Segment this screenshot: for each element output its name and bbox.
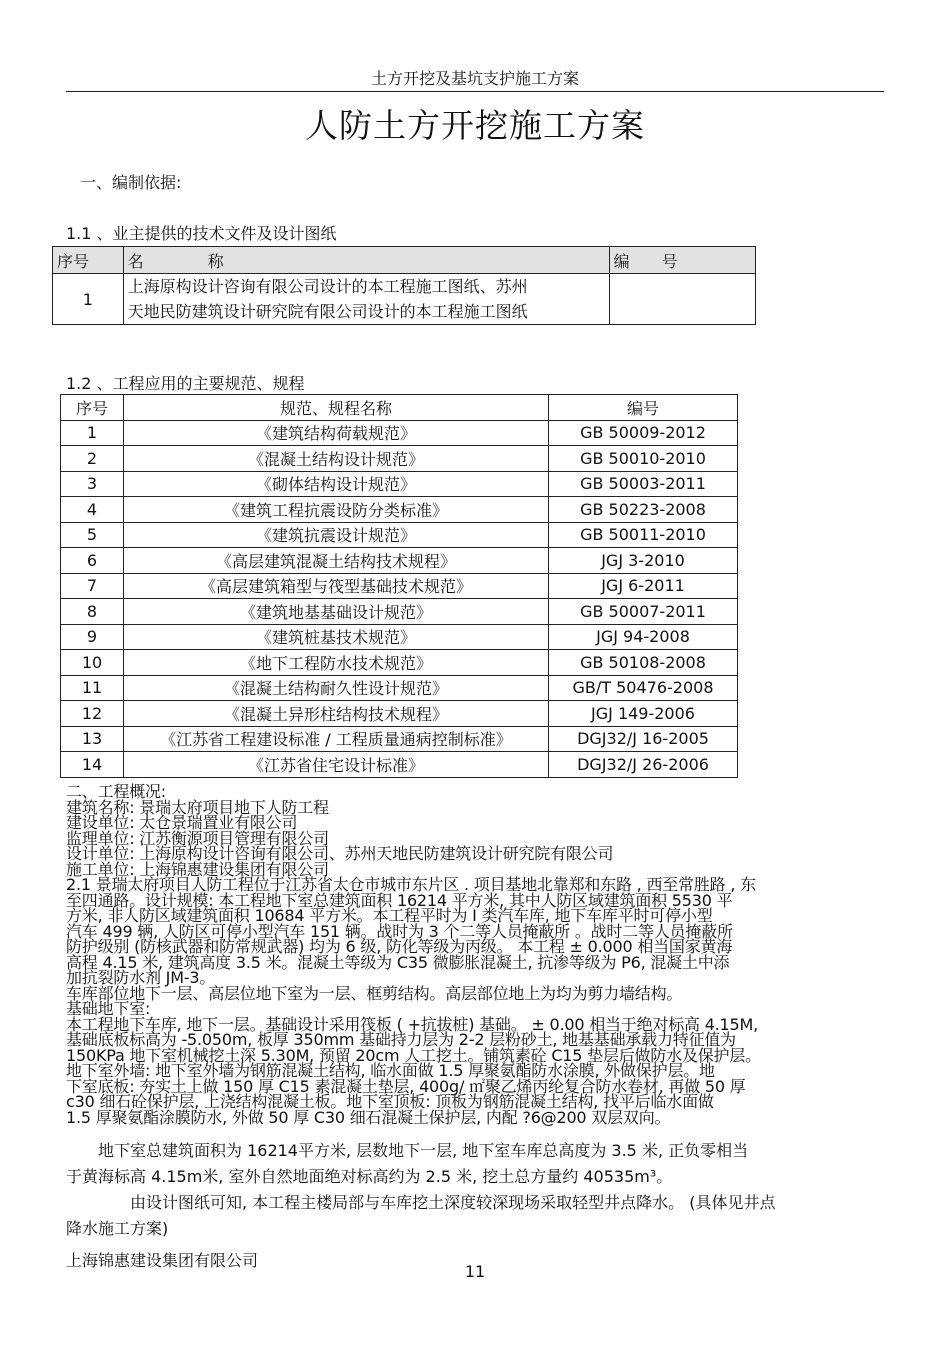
running-header: 土方开挖及基坑支护施工方案 xyxy=(370,69,579,88)
overview-line: 二、工程概况: xyxy=(66,782,166,801)
document-title: 人防土方开挖施工方案 xyxy=(305,106,645,145)
row-code: GB 50108-2008 xyxy=(549,650,738,676)
table-row xyxy=(61,573,738,599)
area-line-1: 地下室总建筑面积为 16214平方米, 层数地下一层, 地下室车库总高度为 3.5 米, 正负零相当 xyxy=(66,1141,749,1160)
row-code: GB 50010-2010 xyxy=(549,446,738,472)
overview-line: 地下室外墙: 地下室外墙为钢筋混凝土结构, 临水面做 1.5 厚聚氨酯防水涂膜, 外做保护层。地 xyxy=(66,1061,715,1080)
row-code: DGJ32/J 26-2006 xyxy=(549,752,738,778)
row-no: 10 xyxy=(61,650,124,676)
row-code: DGJ32/J 16-2005 xyxy=(549,726,738,752)
table-row xyxy=(53,274,756,325)
col-header-code: 编 号 xyxy=(609,247,755,274)
table-row xyxy=(61,726,738,752)
row-no: 1 xyxy=(53,274,124,325)
footer-company: 上海锦惠建设集团有限公司 xyxy=(66,1251,259,1270)
row-name: 《混凝土异形柱结构技术规程》 xyxy=(124,701,549,727)
row-no: 4 xyxy=(61,497,124,523)
area-line-2: 于黄海标高 4.15m米, 室外自然地面绝对标高约为 2.5 米, 挖土总方量约 40535m³。 xyxy=(66,1167,673,1186)
table-row xyxy=(61,446,738,472)
overview-line: 监理单位: 江苏衡源项目管理有限公司 xyxy=(66,828,329,848)
row-name: 《江苏省住宅设计标准》 xyxy=(124,752,549,778)
row-code: GB 50009-2012 xyxy=(549,420,738,446)
overview-line: 1.5 厚聚氨酯涂膜防水, 外做 50 厚 C30 细石混凝土保护层, 内配 ?6@200 双层双向。 xyxy=(66,1107,671,1127)
row-no: 12 xyxy=(61,701,124,727)
col-header-no: 序号 xyxy=(53,247,124,274)
row-name-line2: 天地民防建筑设计研究院有限公司设计的本工程施工图纸 xyxy=(127,302,528,321)
overview-line: 高程 4.15 米, 建筑高度 3.5 米。混凝土等级为 C35 微膨胀混凝土, 抗渗等级为 P6, 混凝土中添 xyxy=(66,952,730,972)
col-header-code: 编号 xyxy=(549,395,738,421)
row-no: 8 xyxy=(61,599,124,625)
row-code: JGJ 149-2006 xyxy=(549,701,738,727)
row-name: 《高层建筑混凝土结构技术规程》 xyxy=(124,548,549,574)
row-no: 2 xyxy=(61,446,124,472)
row-no: 3 xyxy=(61,471,124,497)
row-name: 《高层建筑箱型与筏型基础技术规范》 xyxy=(124,573,549,599)
area-paragraph xyxy=(66,1138,884,1242)
row-code: GB 50011-2010 xyxy=(549,522,738,548)
overview-line: 设计单位: 上海原构设计咨询有限公司、苏州天地民防建筑设计研究院有限公司 xyxy=(66,844,614,863)
row-name: 《建筑桩基技术规范》 xyxy=(124,624,549,650)
header-rule xyxy=(66,91,884,92)
row-name: 《地下工程防水技术规范》 xyxy=(124,650,549,676)
table-row xyxy=(61,420,738,446)
overview-line: 建筑名称: 景瑞太府项目地下人防工程 xyxy=(66,797,329,817)
row-no: 5 xyxy=(61,522,124,548)
row-name: 《建筑结构荷载规范》 xyxy=(124,420,549,446)
row-name: 《混凝土结构设计规范》 xyxy=(124,446,549,472)
table-header-row xyxy=(61,395,738,421)
row-name: 《建筑工程抗震设防分类标准》 xyxy=(124,497,549,523)
page-number: 11 xyxy=(464,1262,486,1281)
row-code: JGJ 3-2010 xyxy=(549,548,738,574)
table-row xyxy=(61,548,738,574)
row-no: 9 xyxy=(61,624,124,650)
design-documents-table xyxy=(52,246,756,325)
row-name xyxy=(123,274,609,325)
overview-line: 施工单位: 上海锦惠建设集团有限公司 xyxy=(66,859,329,879)
row-code: JGJ 94-2008 xyxy=(549,624,738,650)
row-name: 《建筑地基基础设计规范》 xyxy=(124,599,549,625)
dewater-line-2: 降水施工方案) xyxy=(66,1219,169,1238)
overview-line: 汽车 499 辆, 人防区可停小型汽车 151 辆。战时为 3 个二等人员掩蔽所 。战时二等人员掩蔽所 xyxy=(66,921,733,941)
row-name: 《建筑抗震设计规范》 xyxy=(124,522,549,548)
project-overview xyxy=(66,784,884,1125)
col-header-no: 序号 xyxy=(61,395,124,421)
row-name: 《砌体结构设计规范》 xyxy=(124,471,549,497)
overview-line: 方米, 非人防区域建筑面积 10684 平方米。本工程平时为 I 类汽车库, 地下车库平时可停小型 xyxy=(66,906,713,925)
table-row xyxy=(61,701,738,727)
table-row xyxy=(61,675,738,701)
col-header-name: 规范、规程名称 xyxy=(124,395,549,421)
table-header-row xyxy=(53,247,756,274)
overview-line: 基础底板标高为 -5.050m, 板厚 350mm 基础持力层为 2-2 层粉砂土, 地基基础承载力特征值为 xyxy=(66,1030,736,1049)
overview-line: 基础地下室: xyxy=(66,999,151,1018)
row-code: GB 50223-2008 xyxy=(549,497,738,523)
table-row xyxy=(61,497,738,523)
overview-line: 150KPa 地下室机械挖土深 5.30M, 预留 20cm 人工挖土。铺筑素砼 C15 垫层后做防水及保护层。 xyxy=(66,1045,761,1065)
row-code: GB 50003-2011 xyxy=(549,471,738,497)
row-no: 13 xyxy=(61,726,124,752)
section-1-1-heading: 1.1 、业主提供的技术文件及设计图纸 xyxy=(66,224,337,243)
overview-line: c30 细石砼保护层, 上浇结构混凝土板。地下室顶板: 顶板为钢筋混凝土结构, 找平后临水面做 xyxy=(66,1092,714,1111)
row-name-line1: 上海原构设计咨询有限公司设计的本工程施工图纸、苏州 xyxy=(127,277,528,296)
section-1-2-heading: 1.2 、工程应用的主要规范、规程 xyxy=(66,374,305,393)
row-code: GB 50007-2011 xyxy=(549,599,738,625)
row-code: GB/T 50476-2008 xyxy=(549,675,738,701)
overview-line: 至四通路。设计规模: 本工程地下室总建筑面积 16214 平方米, 其中人防区域建筑面积 5530 平 xyxy=(66,890,733,910)
section-1-heading: 一、编制依据: xyxy=(80,173,182,192)
table-row xyxy=(61,752,738,778)
overview-line: 车库部位地下一层、高层位地下室为一层、框剪结构。高层部位地上为均为剪力墙结构。 xyxy=(66,983,683,1003)
overview-line: 建设单位: 太仓景瑞置业有限公司 xyxy=(66,813,298,832)
overview-line: 本工程地下车库, 地下一层。基础设计采用筏板 ( +抗拔桩) 基础。 ± 0.00 相当于绝对标高 4.15M, xyxy=(66,1014,759,1034)
overview-line: 防护级别 (防核武器和防常规武器) 均为 6 级, 防化等级为丙级。 本工程 ± 0.000 相当国家黄海 xyxy=(66,937,733,956)
row-no: 1 xyxy=(61,420,124,446)
table-row xyxy=(61,599,738,625)
row-code xyxy=(609,274,755,325)
standards-table xyxy=(60,394,738,778)
row-no: 11 xyxy=(61,675,124,701)
row-no: 14 xyxy=(61,752,124,778)
row-no: 6 xyxy=(61,548,124,574)
row-name: 《混凝土结构耐久性设计规范》 xyxy=(124,675,549,701)
row-no: 7 xyxy=(61,573,124,599)
table-row xyxy=(61,471,738,497)
table-row xyxy=(61,522,738,548)
row-code: JGJ 6-2011 xyxy=(549,573,738,599)
col-header-name: 名 称 xyxy=(123,247,609,274)
table-row xyxy=(61,624,738,650)
overview-line: 2.1 景瑞太府项目人防工程位于江苏省太仓市城市东片区 . 项目基地北靠郑和东路 , 西至常胜路 , 东 xyxy=(66,875,756,894)
overview-line: 加抗裂防水剂 JM-3。 xyxy=(66,968,216,987)
table-row xyxy=(61,650,738,676)
dewater-line-1: 由设计图纸可知, 本工程主楼局部与车库挖土深度较深现场采取轻型井点降水。 (具体见井点 xyxy=(66,1193,776,1212)
overview-line: 下室底板: 夯实土上做 150 厚 C15 素混凝土垫层, 400g/ ㎡聚乙烯丙纶复合防水卷材, 再做 50 厚 xyxy=(66,1076,746,1096)
row-name: 《江苏省工程建设标准 / 工程质量通病控制标准》 xyxy=(124,726,549,752)
